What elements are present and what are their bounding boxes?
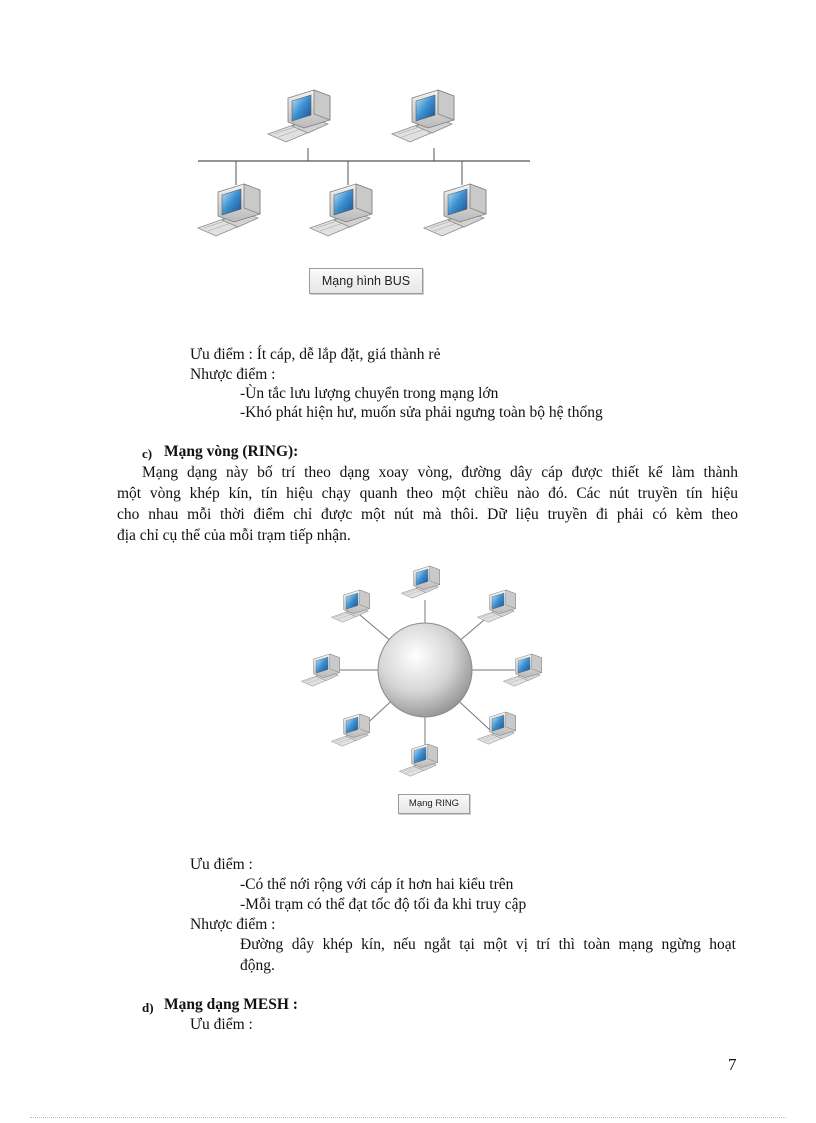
computer-icon bbox=[399, 744, 437, 776]
computer-icon bbox=[331, 714, 369, 746]
ring-paragraph-line: địa chỉ cụ thể của mỗi trạm tiếp nhận. bbox=[117, 527, 351, 544]
ring-diagram bbox=[290, 560, 560, 790]
bus-cons-label: Nhược điểm : bbox=[190, 366, 276, 383]
ring-hub bbox=[378, 623, 472, 717]
ring-cons-line: động. bbox=[240, 957, 275, 974]
ring-heading: Mạng vòng (RING): bbox=[164, 443, 299, 460]
computer-icon bbox=[301, 654, 339, 686]
bus-cons-item: -Ùn tắc lưu lượng chuyển trong mạng lớn bbox=[240, 385, 499, 402]
mesh-pros-label: Ưu điểm : bbox=[190, 1016, 253, 1033]
ring-pros-label: Ưu điểm : bbox=[190, 856, 253, 873]
bus-caption: Mạng hình BUS bbox=[309, 268, 423, 294]
computer-icon bbox=[477, 590, 515, 622]
ring-topology-figure bbox=[290, 560, 560, 790]
computer-icon bbox=[331, 590, 369, 622]
ring-paragraph-line: một vòng khép kín, tín hiệu chạy quanh theo một chiều nào đó. Các nút truyền tín hiệu bbox=[117, 485, 738, 502]
ring-pros-item: -Có thể nới rộng với cáp ít hơn hai kiểu trên bbox=[240, 876, 514, 893]
computer-icon bbox=[401, 566, 439, 598]
computer-icon bbox=[424, 184, 486, 236]
mesh-heading: Mạng dạng MESH : bbox=[164, 996, 298, 1013]
section-letter-c: c) bbox=[142, 446, 153, 461]
ring-cons-line: Đường dây khép kín, nếu ngắt tại một vị trí thì toàn mạng ngừng hoạt bbox=[240, 936, 736, 953]
computer-icon bbox=[392, 90, 454, 142]
section-letter-d: d) bbox=[142, 1000, 154, 1015]
ring-pros-item: -Mỗi trạm có thể đạt tốc độ tối đa khi truy cập bbox=[240, 896, 527, 913]
bus-cons-item: -Khó phát hiện hư, muốn sửa phải ngưng toàn bộ hệ thống bbox=[240, 404, 603, 421]
ring-cons-label: Nhược điểm : bbox=[190, 916, 276, 933]
bus-pros: Ưu điểm : Ít cáp, dễ lắp đặt, giá thành rẻ bbox=[190, 346, 441, 363]
computer-icon bbox=[477, 712, 515, 744]
ring-paragraph-line: Mạng dạng này bố trí theo dạng xoay vòng, đường dây cáp được thiết kế làm thành bbox=[142, 464, 738, 481]
page-footer-rule bbox=[30, 1117, 786, 1118]
computer-icon bbox=[268, 90, 330, 142]
page-number: 7 bbox=[728, 1055, 737, 1074]
ring-paragraph-line: cho nhau mỗi thời điểm chỉ được một nút mà thôi. Dữ liệu truyền đi phải có kèm theo bbox=[117, 506, 738, 523]
bus-diagram bbox=[190, 80, 540, 250]
ring-caption: Mạng RING bbox=[398, 794, 470, 814]
computer-icon bbox=[198, 184, 260, 236]
computer-icon bbox=[310, 184, 372, 236]
bus-topology-figure bbox=[190, 80, 540, 250]
